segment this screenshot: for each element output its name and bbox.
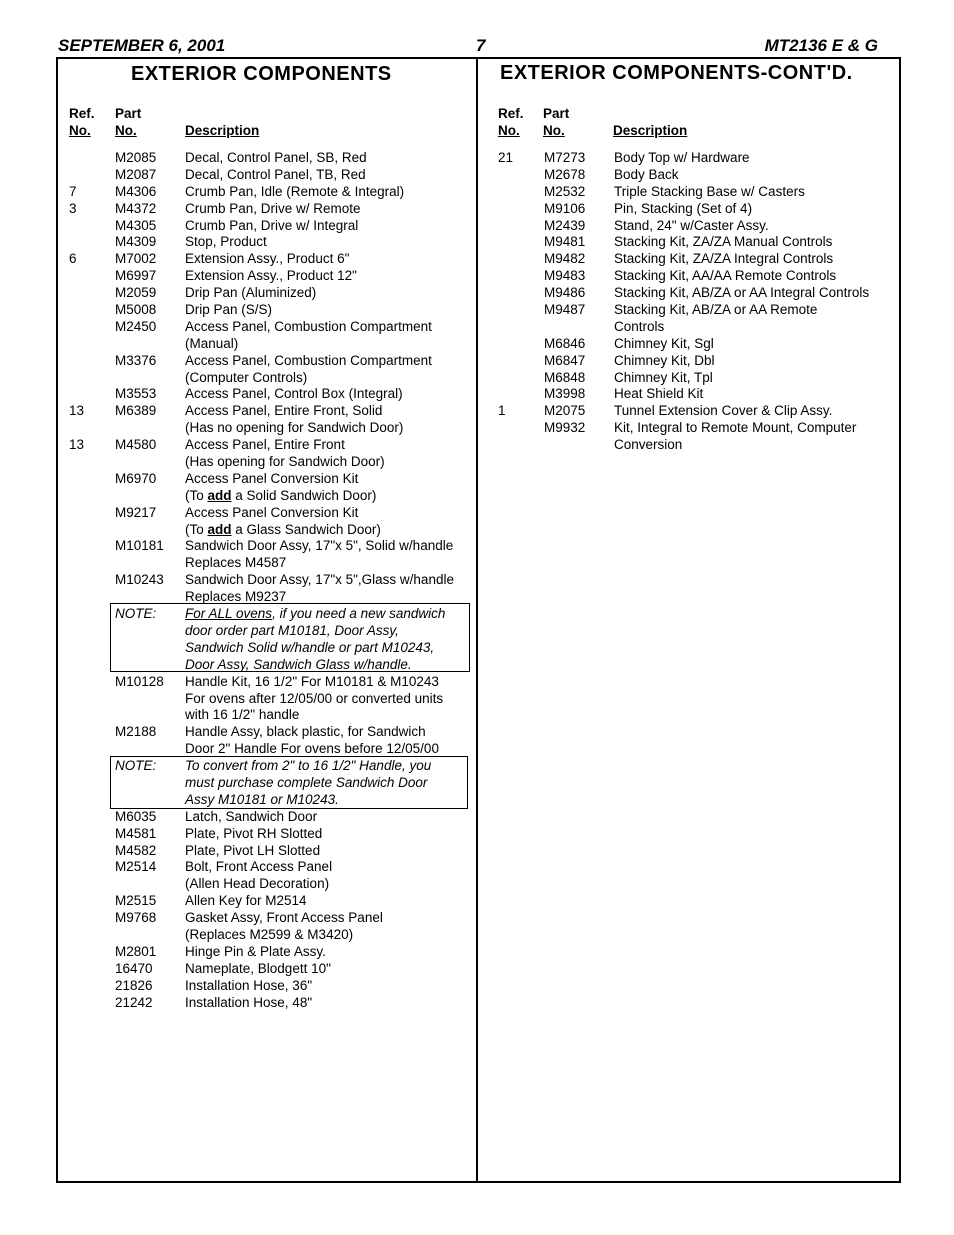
- parts-row: [69, 251, 469, 268]
- parts-row: [69, 454, 469, 471]
- part-description: Door Assy, Sandwich Glass w/handle.: [185, 656, 412, 672]
- part-description: (Allen Head Decoration): [185, 876, 330, 892]
- part-description: Tunnel Extension Cover & Clip Assy.: [614, 403, 833, 419]
- parts-row: [498, 319, 893, 336]
- part-description: must purchase complete Sandwich Door: [185, 774, 428, 790]
- part-description: Drip Pan (S/S): [185, 302, 273, 318]
- part-description: Stop, Product: [185, 234, 267, 250]
- parts-row: [69, 961, 469, 978]
- part-number: M2439: [544, 217, 586, 233]
- note-row: [69, 792, 469, 809]
- part-description: (Manual): [185, 335, 239, 351]
- left-parts-list: [69, 150, 469, 1011]
- left-desc-heading: Description: [185, 123, 260, 138]
- parts-row: [498, 201, 893, 218]
- parts-row: [69, 859, 469, 876]
- part-description: Controls: [614, 318, 665, 334]
- part-description: Replaces M4587: [185, 555, 287, 571]
- left-part-heading: [115, 105, 141, 139]
- part-description: Replaces M9237: [185, 589, 287, 605]
- right-ref-heading: [498, 105, 524, 139]
- parts-row: [69, 167, 469, 184]
- parts-row: [69, 843, 469, 860]
- part-number: M2085: [115, 150, 157, 165]
- parts-row: [498, 218, 893, 235]
- part-description: (To add a Glass Sandwich Door): [185, 521, 381, 537]
- part-description: Sandwich Door Assy, 17"x 5",Glass w/handle: [185, 572, 454, 588]
- parts-row: [69, 234, 469, 251]
- part-number: M6848: [544, 369, 586, 385]
- parts-row: [498, 437, 893, 454]
- part-description: Stacking Kit, ZA/ZA Integral Controls: [614, 251, 834, 267]
- parts-row: [69, 353, 469, 370]
- part-description: Chimney Kit, Tpl: [614, 369, 713, 385]
- parts-row: [69, 403, 469, 420]
- parts-row: [498, 184, 893, 201]
- part-number: M2450: [115, 318, 157, 334]
- part-number: M4309: [115, 234, 157, 250]
- part-description: (Has opening for Sandwich Door): [185, 454, 385, 470]
- right-part-heading: [543, 105, 569, 139]
- parts-row: [69, 522, 469, 539]
- column-divider: [476, 57, 478, 1181]
- part-number: M10128: [115, 673, 164, 689]
- parts-row: [69, 386, 469, 403]
- part-number: M9487: [544, 302, 586, 318]
- part-description: Assy M10181 or M10243.: [185, 791, 339, 807]
- part-description: (Has no opening for Sandwich Door): [185, 420, 404, 436]
- part-number: M7273: [544, 150, 586, 165]
- parts-row: [69, 336, 469, 353]
- part-number: M9217: [115, 504, 157, 520]
- part-description: Decal, Control Panel, SB, Red: [185, 150, 367, 165]
- part-description: Stacking Kit, AA/AA Remote Controls: [614, 268, 837, 284]
- parts-row: [498, 386, 893, 403]
- part-number: M2532: [544, 183, 586, 199]
- parts-row: [69, 555, 469, 572]
- parts-row: [498, 251, 893, 268]
- left-part-heading-line1: Part: [115, 106, 142, 121]
- part-number: M3376: [115, 352, 157, 368]
- part-description: Installation Hose, 48": [185, 994, 313, 1010]
- parts-row: [498, 302, 893, 319]
- part-description: Sandwich Door Assy, 17"x 5", Solid w/handle: [185, 538, 454, 554]
- parts-row: [69, 927, 469, 944]
- part-description: For ovens after 12/05/00 or converted units: [185, 690, 444, 706]
- part-number: M3553: [115, 386, 157, 402]
- part-description: Access Panel, Combustion Compartment: [185, 352, 432, 368]
- part-description: Access Panel, Entire Front, Solid: [185, 403, 383, 419]
- part-number: M4372: [115, 200, 157, 216]
- left-part-heading-line2: No.: [115, 123, 137, 138]
- part-description: Conversion: [614, 437, 683, 453]
- part-number: M2188: [115, 724, 157, 740]
- part-description: Access Panel, Control Box (Integral): [185, 386, 403, 402]
- part-description: Extension Assy., Product 12": [185, 268, 357, 284]
- part-number: NOTE:: [115, 758, 157, 774]
- parts-row: [498, 370, 893, 387]
- parts-row: [69, 944, 469, 961]
- part-number: M6970: [115, 470, 157, 486]
- part-description: Stacking Kit, ZA/ZA Manual Controls: [614, 234, 833, 250]
- part-description: Body Top w/ Hardware: [614, 150, 750, 165]
- parts-row: [69, 572, 469, 589]
- part-description: Crumb Pan, Idle (Remote & Integral): [185, 183, 405, 199]
- part-description: Drip Pan (Aluminized): [185, 285, 317, 301]
- parts-row: [69, 420, 469, 437]
- part-number: M2059: [115, 285, 157, 301]
- part-number: 21242: [115, 994, 153, 1010]
- part-description: (Replaces M2599 & M3420): [185, 926, 354, 942]
- header-date: SEPTEMBER 6, 2001: [58, 36, 226, 55]
- left-ref-heading-line1: Ref.: [69, 106, 95, 121]
- part-description: (To add a Solid Sandwich Door): [185, 487, 377, 503]
- part-description: Access Panel Conversion Kit: [185, 504, 359, 520]
- ref-number: 13: [69, 437, 85, 453]
- right-part-heading-line2: No.: [543, 123, 565, 138]
- parts-row: [498, 167, 893, 184]
- part-description: Allen Key for M2514: [185, 893, 307, 909]
- parts-row: [69, 707, 469, 724]
- parts-row: [498, 420, 893, 437]
- parts-row: [69, 437, 469, 454]
- part-number: M6846: [544, 335, 586, 351]
- part-description: Chimney Kit, Sgl: [614, 335, 714, 351]
- part-description: Stacking Kit, AB/ZA or AA Remote: [614, 302, 818, 318]
- part-description: Triple Stacking Base w/ Casters: [614, 183, 805, 199]
- part-number: NOTE:: [115, 606, 157, 622]
- part-number: M3998: [544, 386, 586, 402]
- parts-row: [69, 184, 469, 201]
- ref-number: 21: [498, 150, 514, 165]
- part-description: Extension Assy., Product 6": [185, 251, 350, 267]
- part-description: Door 2" Handle For ovens before 12/05/00: [185, 741, 439, 757]
- parts-row: [69, 471, 469, 488]
- parts-row: [69, 589, 469, 606]
- parts-row: [69, 201, 469, 218]
- right-desc-heading: Description: [613, 123, 688, 138]
- part-number: M6389: [115, 403, 157, 419]
- right-section-title: EXTERIOR COMPONENTS-CONT'D.: [500, 62, 853, 84]
- part-number: M2075: [544, 403, 586, 419]
- right-parts-list: [498, 150, 893, 454]
- part-number: M10181: [115, 538, 164, 554]
- part-number: M6997: [115, 268, 157, 284]
- part-description: Plate, Pivot LH Slotted: [185, 842, 321, 858]
- parts-row: [69, 724, 469, 741]
- part-number: M2515: [115, 893, 157, 909]
- parts-row: [69, 826, 469, 843]
- part-number: M4306: [115, 183, 157, 199]
- header-model: MT2136 E & G: [764, 36, 878, 55]
- part-number: M9106: [544, 200, 586, 216]
- part-number: M2514: [115, 859, 157, 875]
- part-description: For ALL ovens, if you need a new sandwich: [185, 606, 446, 622]
- part-description: door order part M10181, Door Assy,: [185, 622, 399, 638]
- part-description: Stacking Kit, AB/ZA or AA Integral Controls: [614, 285, 870, 301]
- part-description: Installation Hose, 36": [185, 977, 313, 993]
- ref-number: 1: [498, 403, 506, 419]
- parts-row: [498, 268, 893, 285]
- part-number: M6035: [115, 808, 157, 824]
- parts-row: [498, 150, 893, 167]
- parts-row: [69, 218, 469, 235]
- part-description: Handle Kit, 16 1/2" For M10181 & M10243: [185, 673, 439, 689]
- left-ref-heading: [69, 105, 95, 139]
- part-description: Access Panel, Combustion Compartment: [185, 318, 432, 334]
- note-row: [69, 606, 469, 623]
- part-description: Decal, Control Panel, TB, Red: [185, 166, 366, 182]
- parts-row: [69, 302, 469, 319]
- parts-row: [69, 150, 469, 167]
- part-number: M4581: [115, 825, 157, 841]
- part-number: M2801: [115, 943, 157, 959]
- part-description: Kit, Integral to Remote Mount, Computer: [614, 420, 857, 436]
- part-number: M4305: [115, 217, 157, 233]
- parts-row: [498, 234, 893, 251]
- part-description: Chimney Kit, Dbl: [614, 352, 715, 368]
- part-description: To convert from 2" to 16 1/2" Handle, you: [185, 758, 432, 774]
- part-description: with 16 1/2" handle: [185, 707, 300, 723]
- parts-row: [69, 809, 469, 826]
- left-section-title: EXTERIOR COMPONENTS: [131, 63, 392, 85]
- part-description: Plate, Pivot RH Slotted: [185, 825, 323, 841]
- part-number: M9483: [544, 268, 586, 284]
- part-number: M10243: [115, 572, 164, 588]
- parts-row: [498, 353, 893, 370]
- part-number: 21826: [115, 977, 153, 993]
- right-ref-heading-line2: No.: [498, 123, 520, 138]
- parts-row: [69, 910, 469, 927]
- ref-number: 3: [69, 200, 77, 216]
- part-description: Crumb Pan, Drive w/ Remote: [185, 200, 361, 216]
- parts-row: [69, 876, 469, 893]
- part-description: Sandwich Solid w/handle or part M10243,: [185, 639, 435, 655]
- parts-row: [69, 268, 469, 285]
- parts-row: [69, 538, 469, 555]
- parts-row: [498, 403, 893, 420]
- parts-row: [69, 674, 469, 691]
- ref-number: 7: [69, 183, 77, 199]
- parts-row: [69, 488, 469, 505]
- parts-row: [69, 505, 469, 522]
- part-number: M2087: [115, 166, 157, 182]
- part-number: 16470: [115, 960, 153, 976]
- part-number: M9481: [544, 234, 586, 250]
- part-description: Handle Assy, black plastic, for Sandwich: [185, 724, 426, 740]
- part-description: Pin, Stacking (Set of 4): [614, 200, 753, 216]
- part-description: Nameplate, Blodgett 10": [185, 960, 331, 976]
- note-row: [69, 657, 469, 674]
- parts-row: [69, 370, 469, 387]
- parts-row: [69, 691, 469, 708]
- part-number: M4580: [115, 437, 157, 453]
- parts-row: [69, 893, 469, 910]
- left-ref-heading-line2: No.: [69, 123, 91, 138]
- part-description: Access Panel, Entire Front: [185, 437, 345, 453]
- right-ref-heading-line1: Ref.: [498, 106, 524, 121]
- part-description: Bolt, Front Access Panel: [185, 859, 333, 875]
- parts-row: [69, 978, 469, 995]
- note-row: [69, 775, 469, 792]
- part-number: M5008: [115, 302, 157, 318]
- part-number: M6847: [544, 352, 586, 368]
- part-number: M4582: [115, 842, 157, 858]
- part-description: Latch, Sandwich Door: [185, 808, 318, 824]
- parts-row: [69, 741, 469, 758]
- part-description: Crumb Pan, Drive w/ Integral: [185, 217, 359, 233]
- part-number: M9768: [115, 910, 157, 926]
- part-description: Gasket Assy, Front Access Panel: [185, 910, 383, 926]
- ref-number: 6: [69, 251, 77, 267]
- part-number: M7002: [115, 251, 157, 267]
- part-description: (Computer Controls): [185, 369, 308, 385]
- parts-row: [69, 285, 469, 302]
- parts-row: [69, 319, 469, 336]
- parts-row: [69, 995, 469, 1012]
- part-description: Hinge Pin & Plate Assy.: [185, 943, 326, 959]
- note-row: [69, 758, 469, 775]
- part-number: M9932: [544, 420, 586, 436]
- part-description: Stand, 24" w/Caster Assy.: [614, 217, 769, 233]
- parts-row: [498, 336, 893, 353]
- part-number: M9482: [544, 251, 586, 267]
- part-number: M9486: [544, 285, 586, 301]
- note-row: [69, 623, 469, 640]
- right-part-heading-line1: Part: [543, 106, 570, 121]
- part-number: M2678: [544, 166, 586, 182]
- note-row: [69, 640, 469, 657]
- part-description: Heat Shield Kit: [614, 386, 704, 402]
- part-description: Body Back: [614, 166, 679, 182]
- page-number: 7: [476, 36, 486, 55]
- parts-row: [498, 285, 893, 302]
- part-description: Access Panel Conversion Kit: [185, 470, 359, 486]
- ref-number: 13: [69, 403, 85, 419]
